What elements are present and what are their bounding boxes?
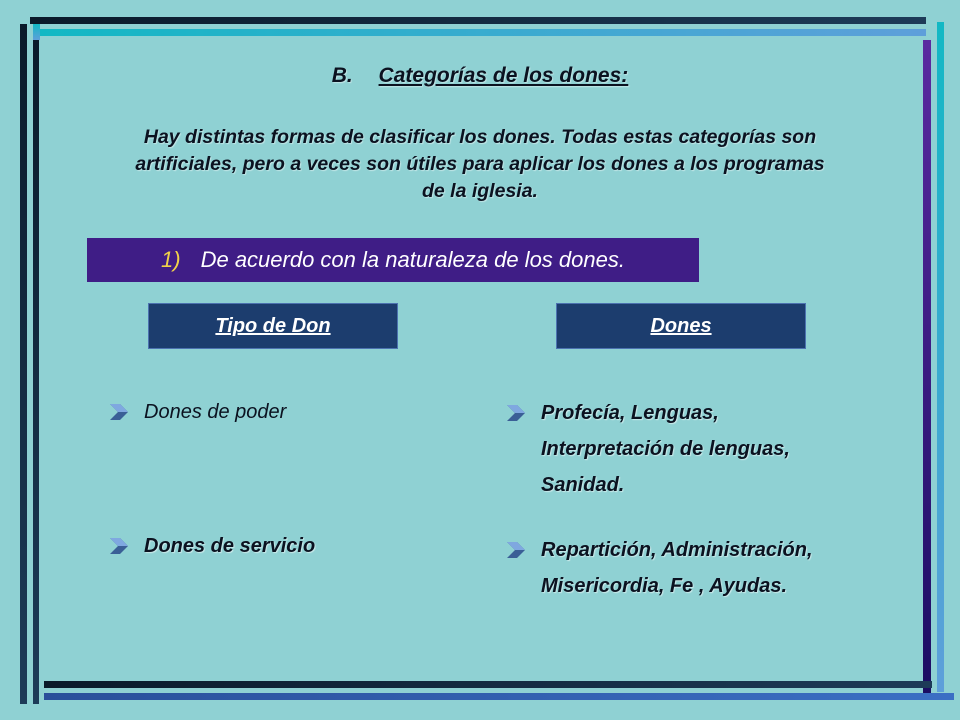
chevron-arrow-icon (505, 540, 527, 560)
frame-left-bar-inner (33, 40, 39, 704)
category-banner (87, 238, 699, 282)
frame-top-bar-dark (30, 17, 926, 24)
chevron-arrow-icon (108, 402, 130, 422)
list-item (108, 528, 315, 564)
chevron-arrow-icon (505, 403, 527, 423)
intro-line: Hay distintas formas de clasificar los dones. Todas estas categorías son (143, 126, 817, 148)
frame-left-bar-teal (33, 24, 40, 40)
frame-bottom-bar-blue (44, 693, 954, 700)
column-header-type-label: Tipo de Don (215, 314, 331, 337)
gift-list (541, 532, 813, 604)
intro-paragraph (80, 124, 880, 205)
section-letter: B. (331, 64, 353, 87)
gift-line: Interpretación de lenguas, (541, 438, 790, 460)
gift-line: Sanidad. (541, 474, 625, 496)
list-item (505, 532, 813, 604)
gift-line: Profecía, Lenguas, (541, 402, 719, 424)
gift-type-label: Dones de servicio (144, 535, 316, 557)
column-header-gifts (556, 303, 806, 349)
section-heading (0, 64, 960, 88)
frame-bottom-bar-dark (44, 681, 932, 688)
frame-left-bar-dark (20, 24, 27, 704)
gift-line: Repartición, Administración, (541, 539, 813, 561)
chevron-arrow-icon (108, 536, 130, 556)
section-title: Categorías de los dones: (378, 64, 629, 87)
frame-right-bar-purple (923, 40, 931, 694)
gift-line: Misericordia, Fe , Ayudas. (541, 575, 788, 597)
banner-number: 1) (161, 247, 181, 272)
intro-line: artificiales, pero a veces son útiles para aplicar los dones a los programas (135, 153, 825, 175)
frame-top-bar-teal (40, 29, 926, 36)
banner-text: De acuerdo con la naturaleza de los dones. (200, 247, 625, 272)
list-item (505, 395, 790, 503)
intro-line: de la iglesia. (422, 180, 538, 202)
gift-type-label: Dones de poder (144, 401, 287, 423)
gift-list (541, 395, 790, 503)
column-header-type (148, 303, 398, 349)
frame-right-bar-teal (937, 22, 944, 692)
list-item (108, 394, 286, 430)
column-header-gifts-label: Dones (650, 314, 712, 337)
